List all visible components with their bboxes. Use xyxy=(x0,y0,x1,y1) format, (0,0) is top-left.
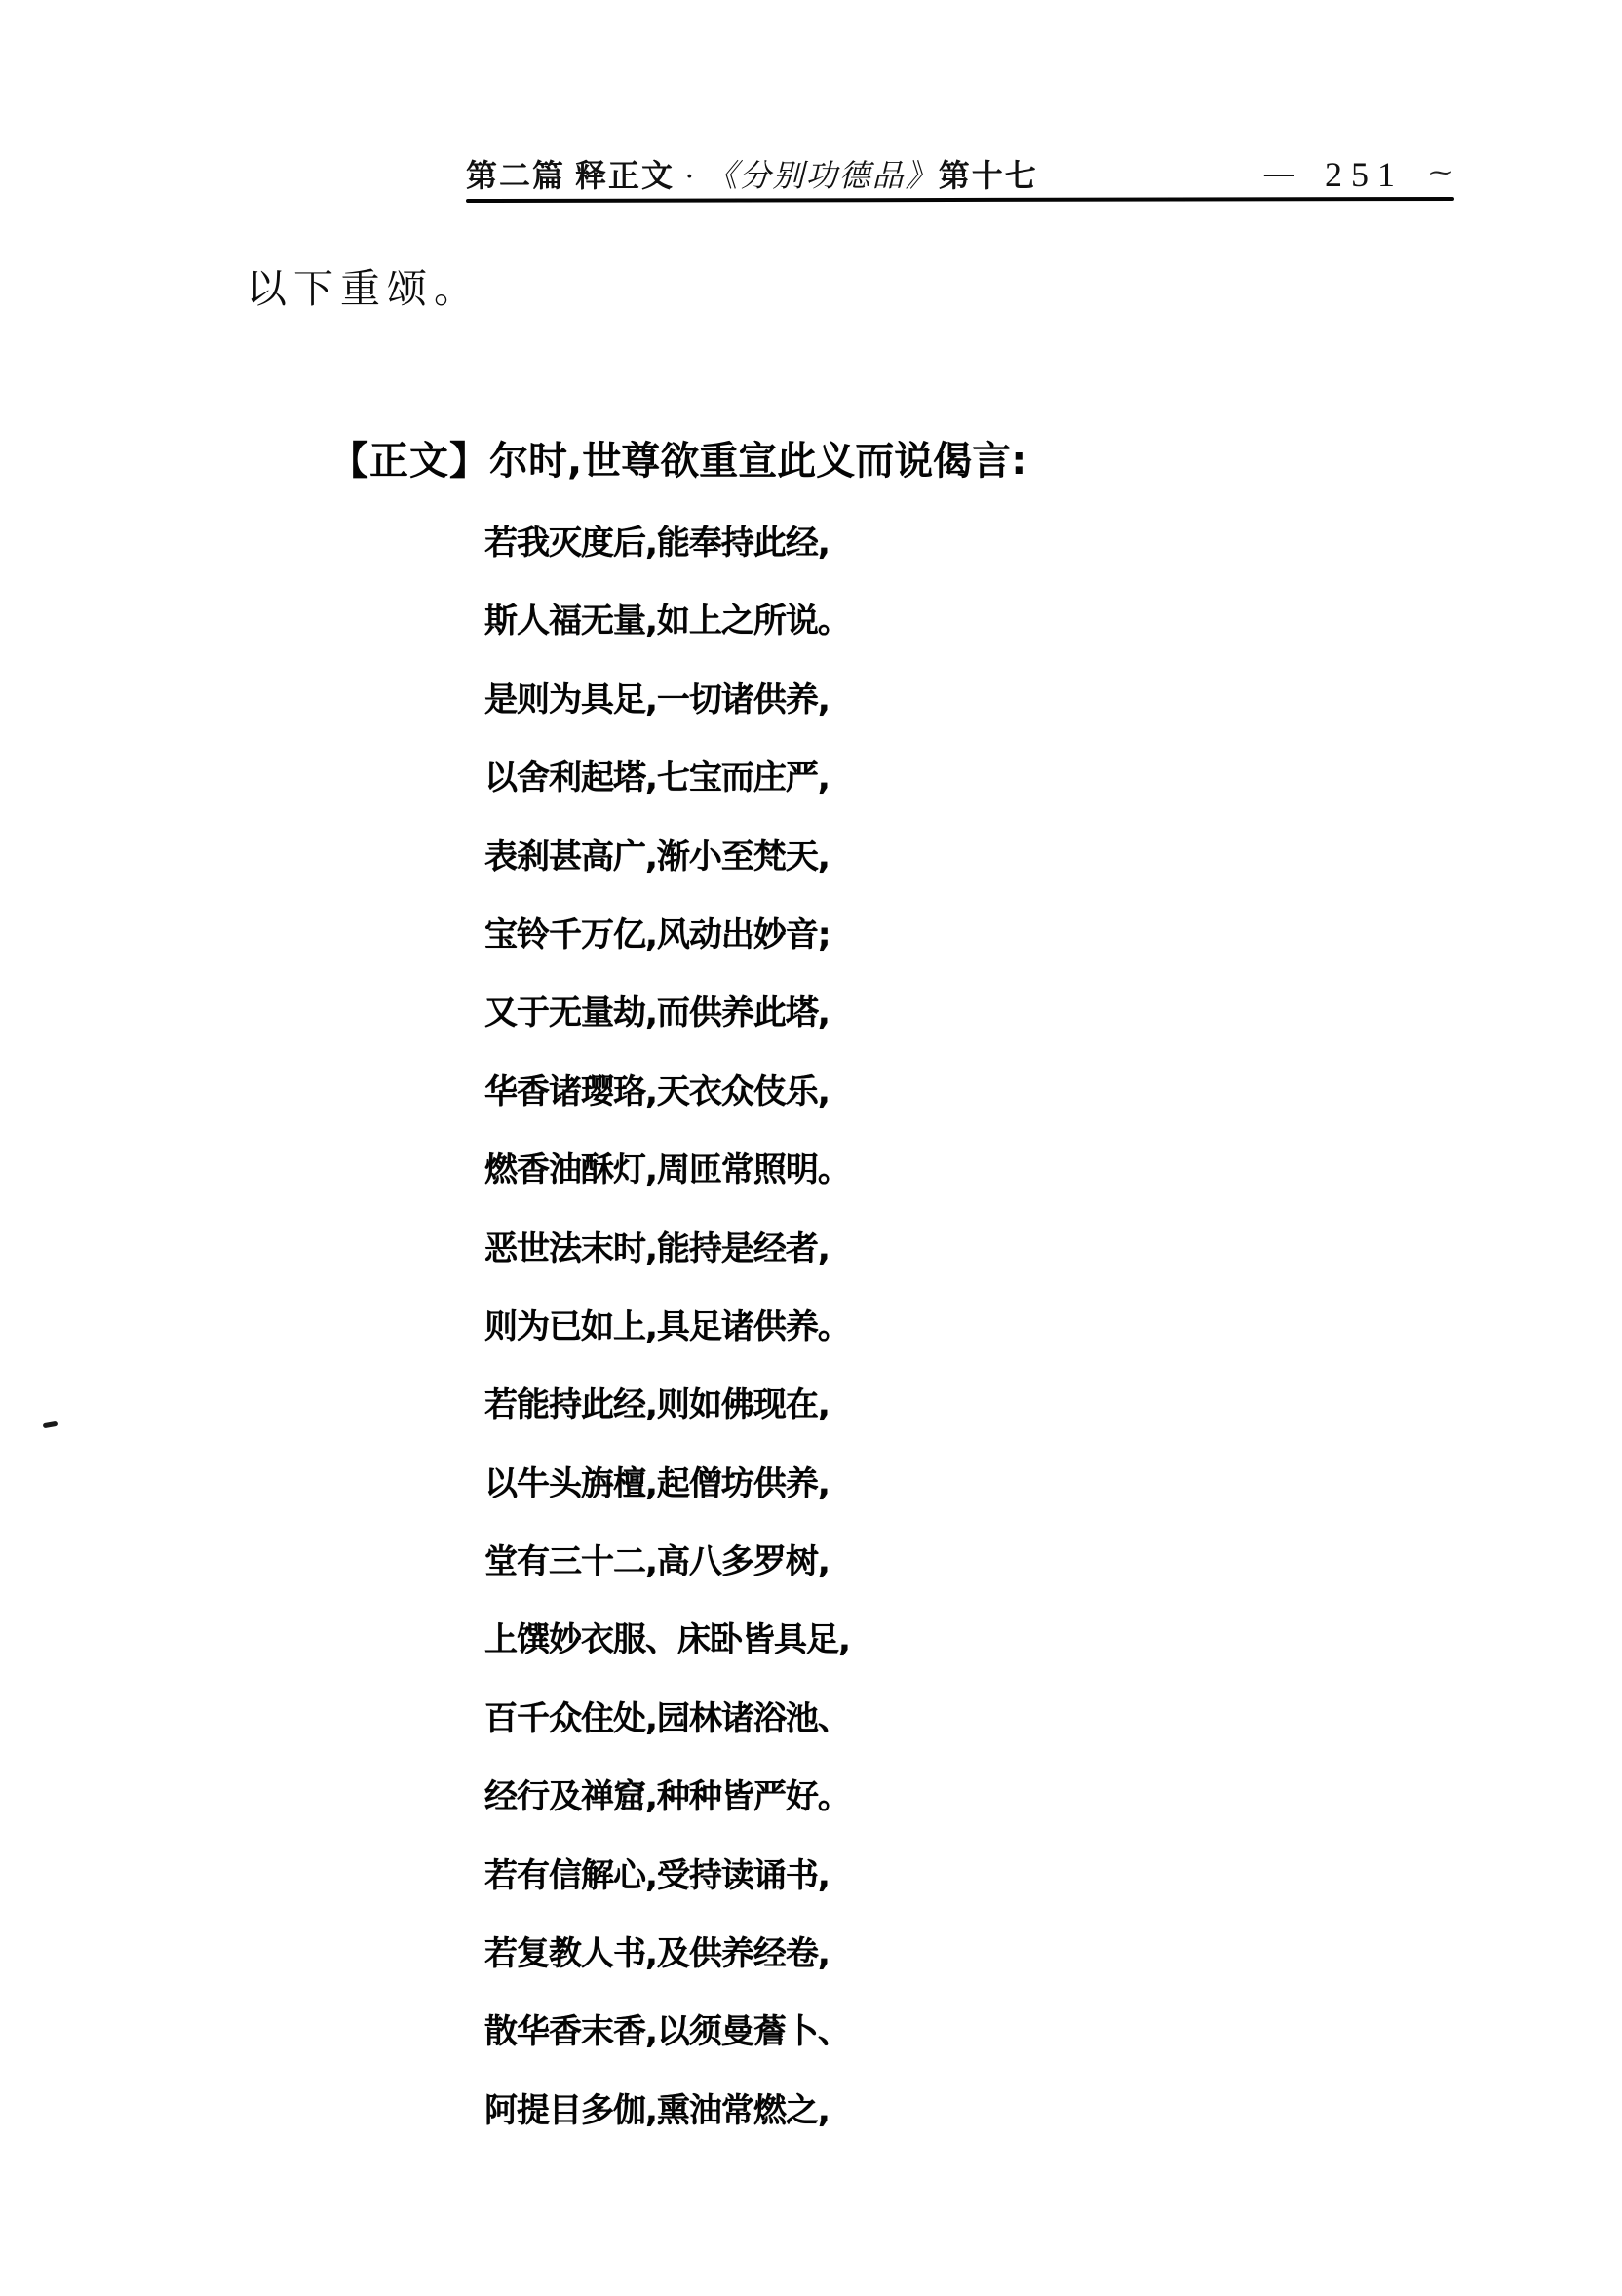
verse-line: 阿提目多伽,熏油常燃之, xyxy=(484,2090,830,2130)
folio-page-number: 251 xyxy=(1325,155,1404,194)
verse-line: 燃香油酥灯,周匝常照明。 xyxy=(484,1150,850,1190)
verse-line: 上馔妙衣服、床卧皆具足, xyxy=(484,1620,850,1660)
folio-dash-right: ⁓ xyxy=(1429,161,1454,186)
page-header xyxy=(466,154,1454,200)
verse-line: 恶世法末时,能持是经者, xyxy=(484,1228,830,1268)
margin-ink-mark xyxy=(43,1421,58,1429)
verse-line: 又于无量劫,而供养此塔, xyxy=(484,993,830,1033)
verse-line: 若有信解心,受持读诵书, xyxy=(484,1855,830,1895)
scripture-lead xyxy=(329,436,1026,486)
verse-line: 若能持此经,则如佛现在, xyxy=(484,1385,830,1425)
header-book-title: 《分别功德品》 xyxy=(706,158,939,193)
header-section-title: 第二篇 释正文 xyxy=(466,158,676,193)
verse-line: 表刹甚高广,渐小至梵天, xyxy=(484,837,830,876)
verse-line: 散华香末香,以须曼薝卜、 xyxy=(484,2012,850,2052)
verse-line: 堂有三十二,高八多罗树, xyxy=(484,1542,830,1582)
header-rule xyxy=(466,197,1454,203)
header-separator-dot: · xyxy=(684,158,697,193)
verse-line: 华香诸璎珞,天衣众伎乐, xyxy=(484,1071,830,1111)
folio-dash-left: — xyxy=(1264,157,1295,189)
header-chapter-number: 第十七 xyxy=(938,158,1038,193)
verse-line: 若复教人书,及供养经卷, xyxy=(484,1934,830,1974)
commentary-note: 以下重颂。 xyxy=(247,266,481,311)
verse-line: 宝铃千万亿,风动出妙音; xyxy=(484,915,830,954)
verse-line: 以舍利起塔,七宝而庄严, xyxy=(484,759,830,798)
verse-block xyxy=(484,504,850,2150)
verse-line: 经行及禅窟,种种皆严好。 xyxy=(484,1777,850,1817)
verse-line: 是则为具足,一切诸供养, xyxy=(484,680,830,720)
verse-line: 斯人福无量,如上之所说。 xyxy=(484,602,850,642)
verse-line: 则为已如上,具足诸供养。 xyxy=(484,1306,850,1346)
verse-line: 以牛头旃檀,起僧坊供养, xyxy=(484,1463,830,1503)
verse-line: 若我灭度后,能奉持此经, xyxy=(484,524,830,563)
scripture-marker: 【正文】 xyxy=(329,439,489,483)
verse-line: 百千众住处,园林诸浴池、 xyxy=(484,1698,850,1738)
scripture-lead-text: 尔时,世尊欲重宣此义而说偈言: xyxy=(489,439,1027,484)
page-folio xyxy=(1264,154,1454,200)
